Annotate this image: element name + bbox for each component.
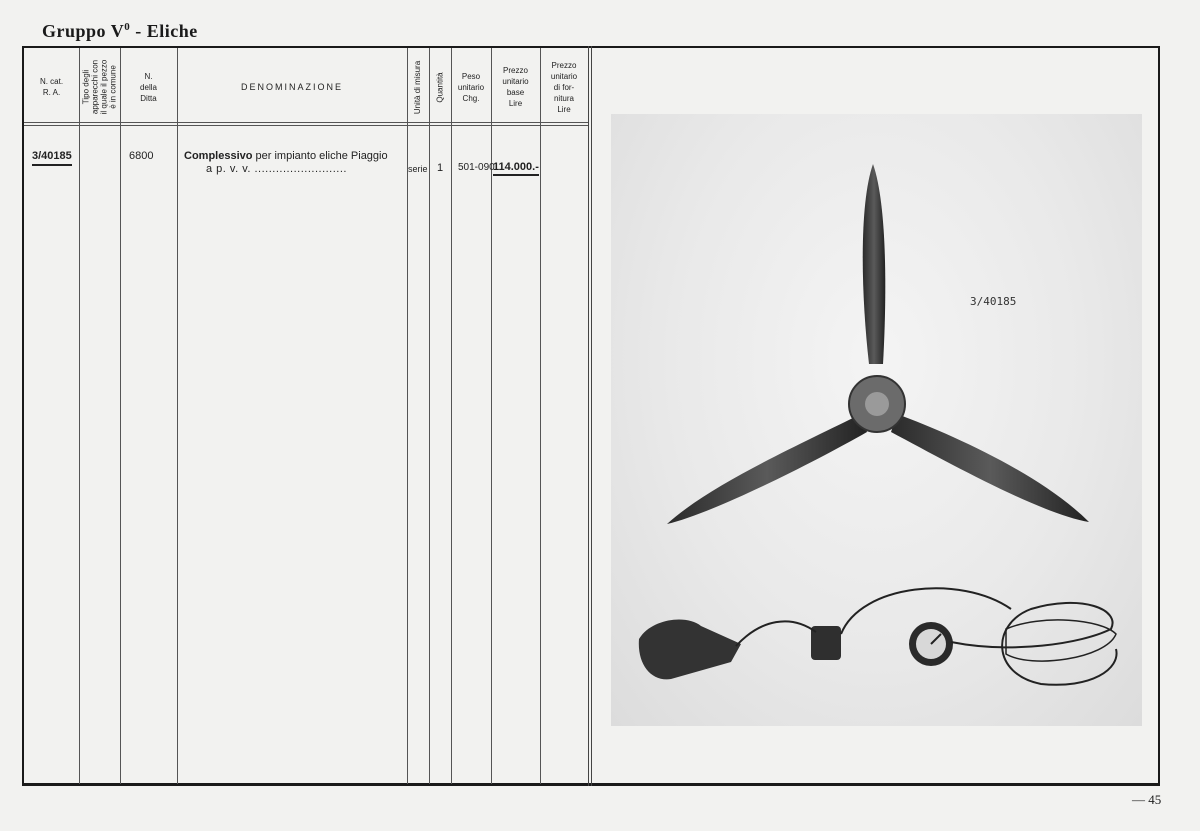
column-divider xyxy=(491,48,492,784)
header-quantita: Quantità xyxy=(435,71,445,103)
header-peso: Peso unitario Chg. xyxy=(457,71,485,103)
row-peso: 501-090 xyxy=(458,162,495,173)
row-quantita: 1 xyxy=(437,162,444,174)
header-ncat: N. cat. R. A. xyxy=(39,77,64,97)
photo-label: 3/40185 xyxy=(970,295,1017,308)
header-tipo: Tipo degli apparecchi con il quale il pezzo è in comune xyxy=(81,59,118,115)
page-heading: Gruppo $V^0$ - Eliche xyxy=(42,21,198,41)
header-ditta: N. della Ditta xyxy=(140,71,157,103)
cable-coil xyxy=(1006,620,1116,661)
row-prezzo-base: 114.000.- xyxy=(493,161,539,176)
row-ncat: 3/40185 xyxy=(32,150,72,166)
column-divider xyxy=(451,48,452,784)
propeller-photo xyxy=(611,114,1142,726)
column-divider xyxy=(177,48,178,784)
blade-right xyxy=(891,414,1089,522)
page-number: — 45 xyxy=(1132,792,1162,807)
header-prezzo-fornitura: Prezzo unitario di for- nitura Lire xyxy=(550,60,578,114)
blade-left xyxy=(667,414,867,524)
column-divider xyxy=(540,48,541,784)
propeller-illustration xyxy=(611,114,1142,726)
cable xyxy=(736,621,816,646)
header-rule xyxy=(24,125,588,126)
blade-upper xyxy=(863,164,886,364)
row-unita: serie xyxy=(408,164,428,174)
row-denominazione-line2: a p. v. v. .......................... xyxy=(206,163,347,175)
column-divider xyxy=(79,48,80,784)
header-unita: Unità di misura xyxy=(413,60,423,114)
column-divider xyxy=(429,48,430,784)
control-lever xyxy=(639,620,741,680)
column-divider xyxy=(407,48,408,784)
header-denominazione: DENOMINAZIONE xyxy=(240,81,343,92)
column-divider xyxy=(120,48,121,784)
row-ditta: 6800 xyxy=(129,150,154,162)
page-spine xyxy=(588,46,592,786)
header-prezzo-base: Prezzo unitario base Lire xyxy=(502,66,529,108)
row-denominazione: Complessivo per impianto eliche Piaggio xyxy=(184,150,388,162)
header-rule xyxy=(24,122,588,123)
cable-coil xyxy=(951,603,1117,685)
hub-cap xyxy=(865,392,889,416)
